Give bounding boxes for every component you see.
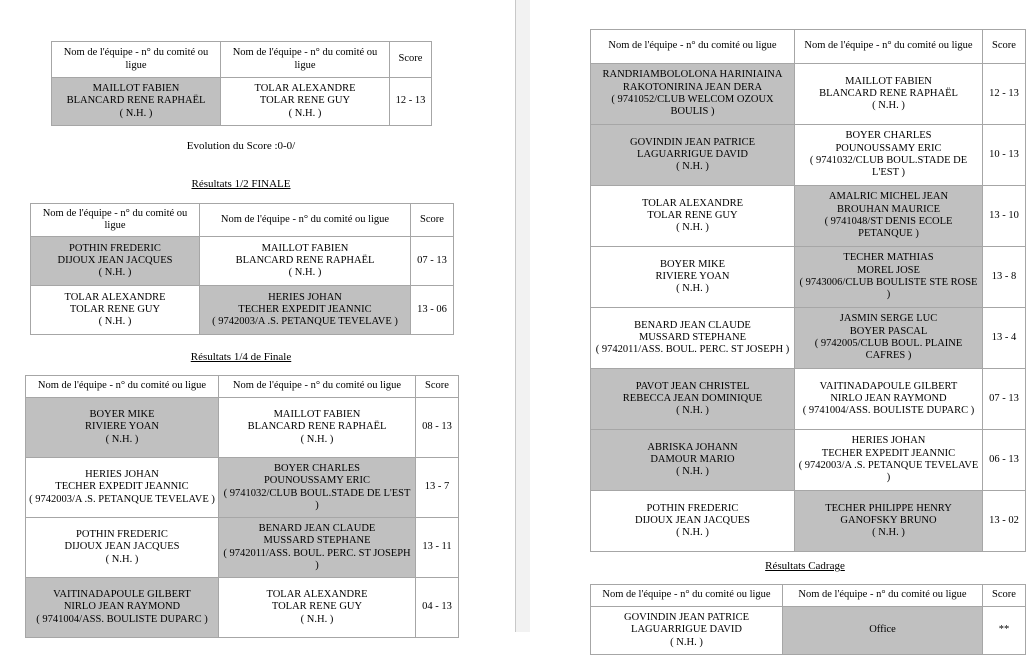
player-1-name: GOVINDIN JEAN PATRICE <box>623 612 750 624</box>
club-label: ( 9741032/CLUB BOUL.STADE DE L'EST ) <box>223 487 411 511</box>
match-score: 13 - 10 <box>983 186 1026 247</box>
team-b-cell <box>795 430 983 491</box>
team-b-cell <box>795 125 983 186</box>
team-b-cell <box>795 247 983 308</box>
player-1-name: POTHIN FREDERIC <box>646 502 739 514</box>
player-2-name: TOLAR RENE GUY <box>271 601 363 613</box>
header-score: Score <box>390 42 432 78</box>
header-score: Score <box>983 30 1026 64</box>
team-a-cell <box>26 518 219 578</box>
player-1-name: TECHER PHILIPPE HENRY <box>825 502 952 514</box>
club-label: ( N.H. ) <box>670 636 703 648</box>
club-label: ( 9742003/A .S. PETANQUE TEVELAVE ) <box>212 316 398 328</box>
match-row <box>591 308 1026 369</box>
club-label: ( N.H. ) <box>872 100 905 112</box>
player-2-name: DIJOUX JEAN JACQUES <box>57 254 173 266</box>
player-2-name: DAMOUR MARIO <box>650 453 735 465</box>
player-1-name: TOLAR ALEXANDRE <box>641 197 743 209</box>
club-label: ( N.H. ) <box>119 107 153 119</box>
match-row <box>591 125 1026 186</box>
table-header-row <box>591 585 1026 607</box>
player-2-name: BOYER PASCAL <box>849 325 928 337</box>
club-label: ( N.H. ) <box>676 466 709 478</box>
team-b-cell <box>219 398 416 458</box>
header-team-a: Nom de l'équipe - n° du comité ou ligue <box>591 30 795 64</box>
semi-final-title: Résultats 1/2 FINALE <box>191 178 291 190</box>
player-1-name: HERIES JOHAN <box>268 291 342 303</box>
player-2-name: NIRLO JEAN RAYMOND <box>830 392 947 404</box>
match-row <box>591 491 1026 552</box>
player-2-name: TECHER EXPEDIT JEANNIC <box>238 303 372 315</box>
player-2-name: TECHER EXPEDIT JEANNIC <box>55 481 189 493</box>
club-label: ( N.H. ) <box>288 267 322 279</box>
player-1-name: VAITINADAPOULE GILBERT <box>53 589 191 601</box>
club-label: ( N.H. ) <box>676 161 709 173</box>
quarter-final-title: Résultats 1/4 de Finale <box>190 351 292 363</box>
match-row <box>591 607 1026 655</box>
club-label: ( N.H. ) <box>676 222 709 234</box>
match-row <box>26 458 459 518</box>
document-page-left <box>0 0 515 632</box>
club-label: ( N.H. ) <box>98 267 132 279</box>
team-a-cell <box>31 286 200 335</box>
player-2-name: POUNOUSSAMY ERIC <box>263 475 371 487</box>
player-1-name: BOYER MIKE <box>89 409 155 421</box>
match-score: 13 - 06 <box>411 286 454 335</box>
club-label: ( 9743006/CLUB BOULISTE STE ROSE ) <box>799 277 978 301</box>
header-team-a: Nom de l'équipe - n° du comité ou ligue <box>591 585 783 607</box>
player-2-name: MUSSARD STEPHANE <box>638 331 747 343</box>
player-1-name: POTHIN FREDERIC <box>69 242 161 254</box>
match-row <box>591 247 1026 308</box>
team-a-cell <box>591 186 795 247</box>
team-a-cell <box>26 578 219 638</box>
player-1-name: MAILLOT FABIEN <box>261 242 349 254</box>
match-score: 13 - 8 <box>983 247 1026 308</box>
player-2-name: MOREL JOSE <box>857 264 920 276</box>
team-a-cell <box>26 398 219 458</box>
match-score: 04 - 13 <box>416 578 459 638</box>
semi-final-table <box>30 203 454 335</box>
team-a-cell <box>591 607 783 655</box>
player-2-name: RIVIERE YOAN <box>655 270 730 282</box>
player-1-name: BOYER MIKE <box>659 258 726 270</box>
round-of-16-table <box>590 29 1026 552</box>
team-b-cell <box>795 308 983 369</box>
team-b-cell <box>219 458 416 518</box>
player-1-name: MAILLOT FABIEN <box>845 75 932 87</box>
player-2-name: LAGUARRIGUE DAVID <box>637 148 748 160</box>
player-2-name: TOLAR RENE GUY <box>259 95 351 107</box>
match-row <box>591 369 1026 430</box>
player-2-name: GANOFSKY BRUNO <box>840 514 937 526</box>
match-score: 10 - 13 <box>983 125 1026 186</box>
match-row <box>591 430 1026 491</box>
header-team-b: Nom de l'équipe - n° du comité ou ligue <box>219 376 416 398</box>
player-1-name: TOLAR ALEXANDRE <box>64 291 166 303</box>
player-1-name: VAITINADAPOULE GILBERT <box>819 380 958 392</box>
player-1-name: GOVINDIN JEAN PATRICE <box>629 136 756 148</box>
player-1-name: ABRISKA JOHANN <box>647 441 738 453</box>
club-label: ( N.H. ) <box>288 107 322 119</box>
team-a-cell <box>591 491 795 552</box>
club-label: ( N.H. ) <box>872 527 905 539</box>
match-score: 06 - 13 <box>983 430 1026 491</box>
player-1-name: POTHIN FREDERIC <box>76 529 168 541</box>
player-2-name: REBECCA JEAN DOMINIQUE <box>622 392 763 404</box>
player-1-name: AMALRIC MICHEL JEAN <box>828 191 949 203</box>
player-2-name: BLANCARD RENE RAPHAËL <box>247 421 387 433</box>
player-2-name: POUNOUSSAMY ERIC <box>835 142 942 154</box>
match-score: 13 - 7 <box>416 458 459 518</box>
team-a-cell <box>591 308 795 369</box>
player-1-name: BOYER CHARLES <box>845 130 932 142</box>
team-b-cell <box>795 186 983 247</box>
player-2-name: RIVIERE YOAN <box>85 421 159 433</box>
team-b-cell <box>200 286 411 335</box>
player-2-name: BLANCARD RENE RAPHAËL <box>66 95 206 107</box>
match-score: 13 - 02 <box>983 491 1026 552</box>
club-label: ( 9741032/CLUB BOUL.STADE DE L'EST ) <box>809 155 968 179</box>
player-2-name: TECHER EXPEDIT JEANNIC <box>821 447 956 459</box>
match-score: 12 - 13 <box>390 78 432 126</box>
team-label: Office <box>869 624 896 636</box>
match-score: 07 - 13 <box>983 369 1026 430</box>
player-1-name: JASMIN SERGE LUC <box>839 313 938 325</box>
club-label: ( N.H. ) <box>105 433 139 445</box>
team-a-cell <box>26 458 219 518</box>
quarter-final-table <box>25 375 459 638</box>
player-1-name: BENARD JEAN CLAUDE <box>634 319 751 331</box>
header-score: Score <box>983 585 1026 607</box>
match-row <box>26 518 459 578</box>
match-score: 13 - 4 <box>983 308 1026 369</box>
team-a-cell <box>591 369 795 430</box>
score-evolution: Evolution du Score :0-0/ <box>186 140 296 152</box>
player-1-name: MAILLOT FABIEN <box>92 83 180 95</box>
team-a-cell <box>31 237 200 286</box>
document-page-right <box>530 0 1035 648</box>
header-team-a: Nom de l'équipe - n° du comité ou ligue <box>26 376 219 398</box>
match-score: 12 - 13 <box>983 64 1026 125</box>
player-1-name: HERIES JOHAN <box>851 435 926 447</box>
header-team-a: Nom de l'équipe - n° du comité ou ligue <box>52 42 221 78</box>
player-1-name: TOLAR ALEXANDRE <box>254 83 356 95</box>
team-b-cell <box>219 578 416 638</box>
match-score: ** <box>983 607 1026 655</box>
team-b-cell <box>795 369 983 430</box>
team-b-cell <box>783 607 983 655</box>
player-1-name: TECHER MATHIAS <box>843 252 934 264</box>
header-score: Score <box>411 204 454 237</box>
player-2-name: BLANCARD RENE RAPHAËL <box>819 87 958 99</box>
player-2-name: TOLAR RENE GUY <box>69 303 161 315</box>
header-team-b: Nom de l'équipe - n° du comité ou ligue <box>221 42 390 78</box>
player-2-name: DIJOUX JEAN JACQUES <box>635 514 750 526</box>
player-1-name: BENARD JEAN CLAUDE <box>258 522 376 534</box>
club-label: ( 9742011/ASS. BOUL. PERC. ST JOSEPH ) <box>595 344 790 356</box>
page-divider <box>515 0 516 632</box>
match-row <box>31 286 454 335</box>
cadrage-title: Résultats Cadrage <box>765 560 845 572</box>
player-2-name: LAGUARRIGUE DAVID <box>631 624 742 636</box>
team-b-cell <box>219 518 416 578</box>
club-label: ( 9742003/A .S. PETANQUE TEVELAVE ) <box>798 460 979 484</box>
club-label: ( 9742011/ASS. BOUL. PERC. ST JOSEPH ) <box>223 547 411 571</box>
player-1-name: HERIES JOHAN <box>85 469 159 481</box>
club-label: ( N.H. ) <box>300 613 334 625</box>
team-b-cell <box>221 78 390 126</box>
header-team-b: Nom de l'équipe - n° du comité ou ligue <box>200 204 411 237</box>
table-header-row <box>52 42 432 78</box>
player-2-name: RAKOTONIRINA JEAN DERA <box>622 81 763 93</box>
club-label: ( N.H. ) <box>300 433 334 445</box>
team-b-cell <box>795 491 983 552</box>
club-label: ( N.H. ) <box>105 553 139 565</box>
cadrage-table <box>590 584 1026 655</box>
player-2-name: MUSSARD STEPHANE <box>263 535 371 547</box>
header-team-b: Nom de l'équipe - n° du comité ou ligue <box>795 30 983 64</box>
player-2-name: TOLAR RENE GUY <box>647 209 738 221</box>
player-2-name: NIRLO JEAN RAYMOND <box>63 601 181 613</box>
table-header-row <box>31 204 454 237</box>
match-row <box>52 78 432 126</box>
match-score: 13 - 11 <box>416 518 459 578</box>
match-row <box>31 237 454 286</box>
club-label: ( N.H. ) <box>676 527 709 539</box>
club-label: ( 9742005/CLUB BOUL. PLAINE CAFRES ) <box>814 338 963 362</box>
player-1-name: BOYER CHARLES <box>273 462 361 474</box>
team-a-cell <box>591 125 795 186</box>
table-header-row <box>591 30 1026 64</box>
player-2-name: BROUHAN MAURICE <box>837 203 940 215</box>
club-label: ( 9742003/A .S. PETANQUE TEVELAVE ) <box>29 493 215 505</box>
club-label: ( 9741052/CLUB WELCOM OZOUX BOULIS ) <box>611 94 774 118</box>
club-label: ( N.H. ) <box>676 405 709 417</box>
team-a-cell <box>591 430 795 491</box>
club-label: ( 9741048/ST DENIS ECOLE PETANQUE ) <box>824 216 953 240</box>
page-gutter <box>515 0 530 632</box>
team-b-cell <box>795 64 983 125</box>
match-row <box>591 64 1026 125</box>
match-row <box>26 578 459 638</box>
header-score: Score <box>416 376 459 398</box>
club-label: ( 9741004/ASS. BOULISTE DUPARC ) <box>802 405 975 417</box>
match-score: 08 - 13 <box>416 398 459 458</box>
player-1-name: MAILLOT FABIEN <box>273 409 361 421</box>
header-team-b: Nom de l'équipe - n° du comité ou ligue <box>783 585 983 607</box>
player-1-name: TOLAR ALEXANDRE <box>266 589 368 601</box>
team-b-cell <box>200 237 411 286</box>
player-2-name: BLANCARD RENE RAPHAËL <box>235 254 375 266</box>
player-2-name: DIJOUX JEAN JACQUES <box>64 541 180 553</box>
finale-table <box>51 41 432 126</box>
player-1-name: PAVOT JEAN CHRISTEL <box>635 380 750 392</box>
table-header-row <box>26 376 459 398</box>
header-team-a: Nom de l'équipe - n° du comité ou ligue <box>31 204 200 237</box>
match-score: 07 - 13 <box>411 237 454 286</box>
team-a-cell <box>591 247 795 308</box>
match-row <box>26 398 459 458</box>
club-label: ( N.H. ) <box>676 283 709 295</box>
team-a-cell <box>591 64 795 125</box>
player-1-name: RANDRIAMBOLOLONA HARINIAINA <box>602 69 783 81</box>
club-label: ( 9741004/ASS. BOULISTE DUPARC ) <box>36 613 208 625</box>
club-label: ( N.H. ) <box>98 316 132 328</box>
match-row <box>591 186 1026 247</box>
team-a-cell <box>52 78 221 126</box>
